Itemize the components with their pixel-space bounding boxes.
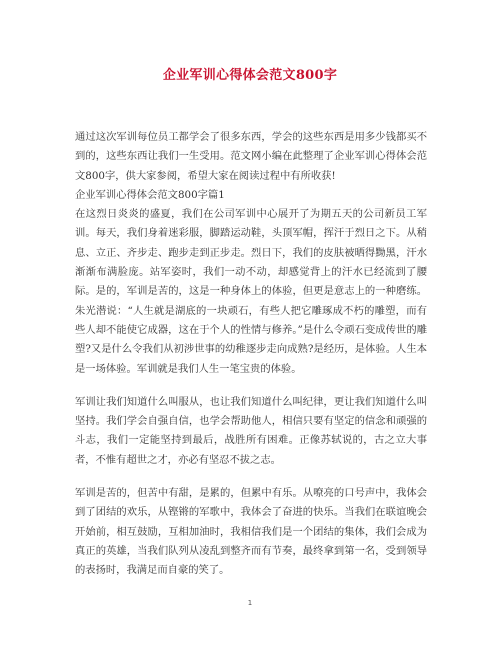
body-paragraph: 军训让我们知道什么叫服从，也让我们知道什么叫纪律，更让我们知道什么叫坚持。我们学会自强自信，也学会帮助他人，相信只要有坚定的信念和顽强的斗志，我们一定能坚持到最后，战胜所有困难。正像苏轼说的，古之立大事者，不惟有超世之才，亦必有坚忍不拔之志。 <box>75 395 427 466</box>
page-number: 1 <box>247 599 253 607</box>
page-title: 企业军训心得体会范文800字 <box>162 68 338 83</box>
body-paragraph: 军训是苦的，但苦中有甜，是累的，但累中有乐。从嘹亮的口号声中，我体会到了团结的欢乐，从铿锵的军歌中，我体会了奋进的快乐。当我们在联谊晚会开始前，相互鼓励，互相加油时，我相信我们是一个团结的集体，我们会成为真正的英雄，当我们队列从凌乱到整齐而有节奏，最终拿到第一名，受到领导的表扬时，我满足而自豪的笑了。 <box>75 487 427 577</box>
document-body <box>75 128 427 581</box>
section-heading: 企业军训心得体会范文800字篇1 <box>75 188 225 201</box>
intro-paragraph: 通过这次军训每位员工都学会了很多东西，学会的这些东西是用多少钱都买不到的，这些东西让我们一生受用。范文网小编在此整理了企业军训心得体会范文800字，供大家参阅，希望大家在阅读过程中有所收获! <box>75 131 427 182</box>
body-paragraph: 在这烈日炎炎的盛夏，我们在公司军训中心展开了为期五天的公司新员工军训。每天，我们身着迷彩服，脚踏运动鞋，头顶军帽，挥汗于烈日之下。从稍息、立正、齐步走、跑步走到正步走。烈日下，我们的皮肤被晒得黝黑，汗水渐渐布满脸庞。站军姿时，我们一动不动，却感觉背上的汗水已经流到了腰际。是的，军训是苦的，这是一种身体上的体验，但更是意志上的一种磨练。朱光潜说：“人生就是湖底的一块顽石，有些人把它雕琢成不朽的雕塑，而有些人却不能使它成器，这在于个人的性情与修养。”是什么令顽石变成传世的雕塑?又是什么令我们从初涉世事的幼稚逐步走向成熟?是经历，是体验。人生本是一场体验。军训就是我们人生一笔宝贵的体验。 <box>75 208 427 375</box>
